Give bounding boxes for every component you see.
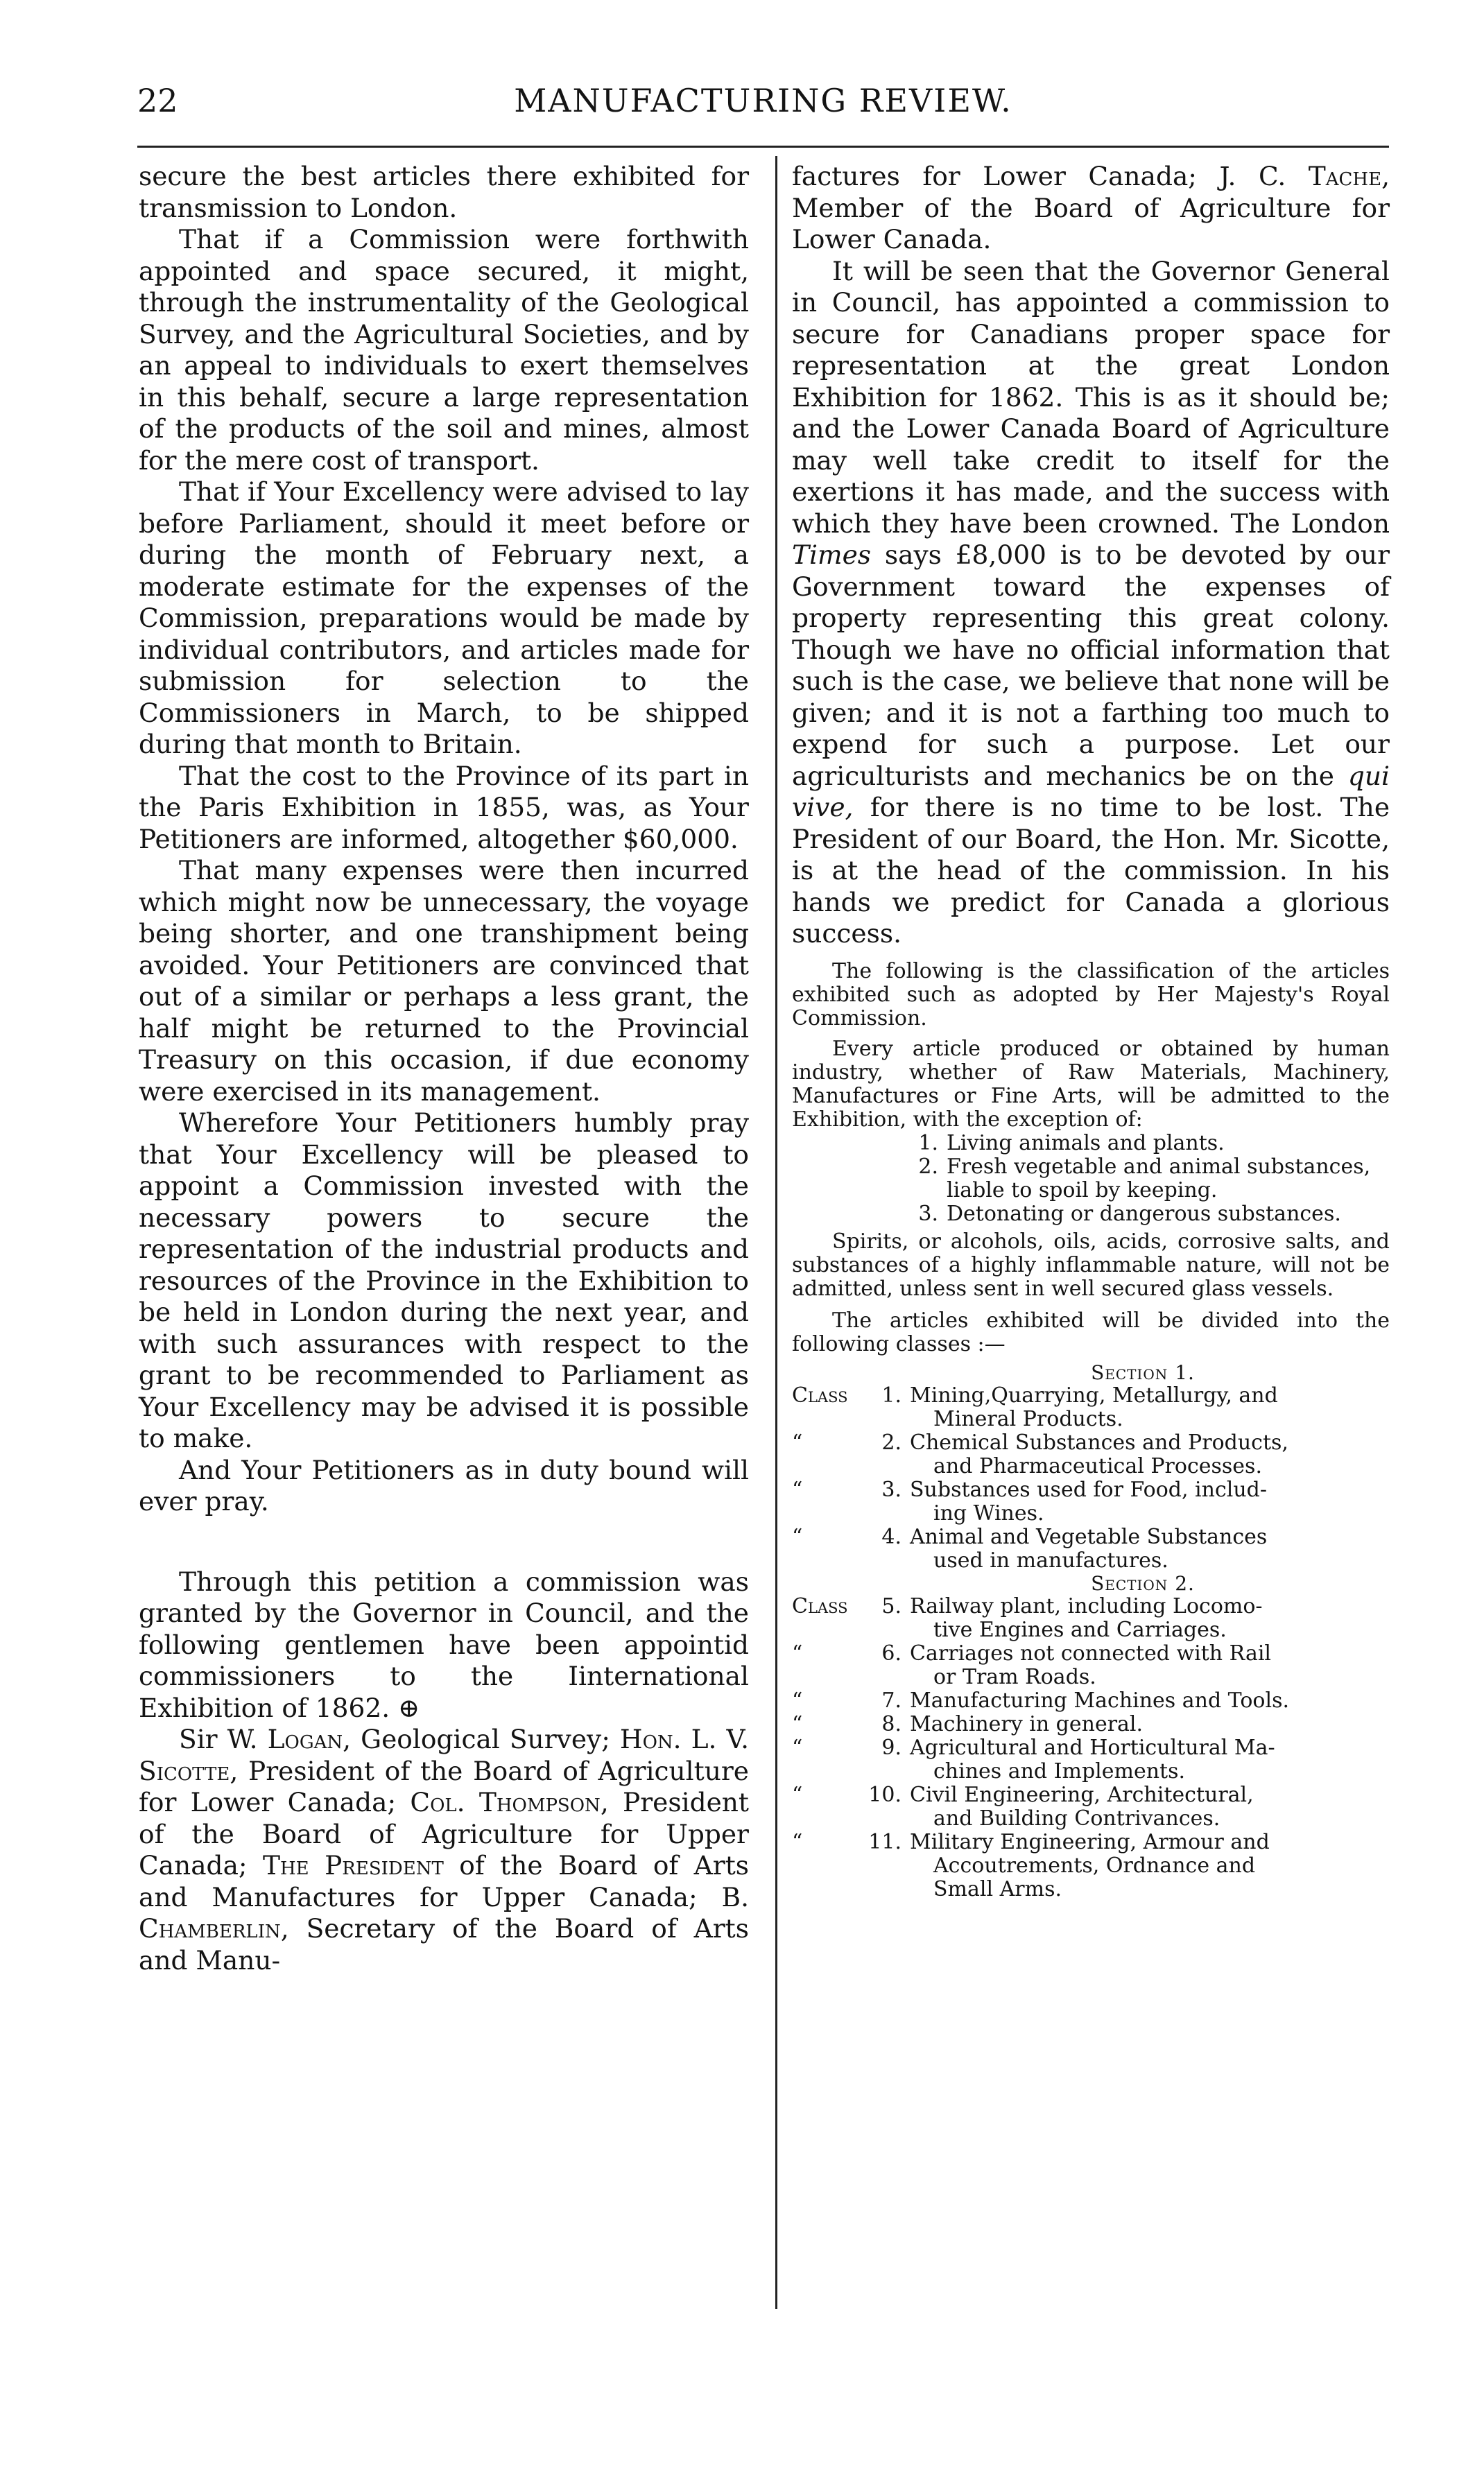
class-row [792,1783,1390,1831]
section-heading: Section 1. [1091,1361,1195,1384]
name-sicotte: Hon. L. V. Sicotte [139,1724,749,1786]
class-label: “ [792,1735,803,1760]
text-run: Sir W. [179,1724,268,1754]
text-run: , Secretary of the Board of Arts and Manu- [139,1913,749,1976]
page-header [137,82,1389,137]
class-text: Railway plant, including Locomo- [910,1593,1263,1618]
class-label: “ [792,1641,803,1666]
class-label: “ [792,1829,803,1854]
class-text: Agricultural and Horticultural Ma- [910,1735,1275,1760]
paragraph: And Your Petitioners as in duty bound will ever pray. [139,1454,749,1517]
page-number: 22 [137,82,178,119]
item-number: 2. [918,1154,938,1179]
text-run: says £8,000 is to be devoted by our Government toward the expenses of property representing this great colony. Though we have no official information that such is the case, we believe that none will be given; and it is not a farthing too much to expend for such a purpose. Let our agriculturists and mechanics be on the [792,539,1390,791]
item-text: Fresh vegetable and animal substances, liable to spoil by keeping. [947,1154,1371,1202]
list-item [899,1132,1390,1155]
commission-text: Through this petition a commission was granted by the Governor in Council, and the following gentlemen have been appointid commissioners to the Iinternational Exhibition of 1862. [139,1566,749,1723]
class-row [792,1526,1390,1573]
class-number: 8. [881,1711,901,1736]
classes-intro: The articles exhibited will be divided into the following classes :— [792,1308,1390,1356]
paragraph: That if Your Excellency were advised to lay before Parliament, should it meet before or during the month of February next, a moderate estimate for the expenses of the Commission, preparations would be made by individual contributors, and articles made for submission for selection to the Commissioners in March, to be shipped during that month to Britain. [139,476,749,759]
paragraph: That many expenses were then incurred which might now be unnecessary, the voyage being shorter, and one transhipment being avoided. Your Petitioners are convinced that out of a similar or perhaps a less grant, the half might be returned to the Provincial Treasury on this occasion, if due economy were exercised in its management. [139,855,749,1107]
class-label: “ [792,1711,803,1736]
printer-mark: ⊕ [398,1692,420,1723]
class-number: 10. [868,1782,901,1807]
class-number: 7. [881,1688,901,1713]
class-text: Manufacturing Machines and Tools. [910,1688,1290,1713]
text-run: , President of the Board of Agriculture for Lower Canada; [139,1755,749,1817]
paragraph-gap [139,1518,749,1566]
class-text-cont: Accoutrements, Ordnance and [933,1853,1256,1878]
paragraph: That the cost to the Province of its part in the Paris Exhibition in 1855, was, as Your Petitioners are informed, altogether $60,000. [139,760,749,854]
text-run: It will be seen that the Governor General in Council, has appointed a commission to secure for Canadians proper space for representation at the great London Exhibition for 1862. This is as it should be; and the Lower Canada Board of Agriculture may well take credit to itself for the exertions it has made, and the success with which they have been crowned. The London [792,255,1390,539]
classification-intro: The following is the classification of the articles exhibited such as adopted by Her Majesty's Royal Commission. [792,958,1390,1030]
class-number: 1. [881,1383,901,1408]
section-heading: Section 2. [1091,1571,1195,1595]
class-text: Animal and Vegetable Substances [910,1524,1268,1549]
class-number: 3. [881,1477,901,1502]
text-run: of the Board of Arts and Manufactures for Upper Canada; [139,1850,750,1912]
text-run: , President of the Board of Agriculture for Upper Canada; [139,1787,749,1881]
header-rule [137,146,1389,148]
paragraph [792,256,1390,950]
name-president: The President [262,1850,444,1881]
class-label: “ [792,1524,803,1549]
prohibited-paragraph: Spirits, or alcohols, oils, acids, corrosive salts, and substances of a highly inflammable nature, will not be admitted, unless sent in well secured glass vessels. [792,1229,1390,1301]
class-label: Class [792,1593,848,1618]
class-number: 6. [881,1641,901,1666]
list-item [899,1155,1390,1202]
class-label: Class [792,1383,848,1408]
class-row [792,1595,1390,1642]
item-text: Detonating or dangerous substances. [947,1201,1341,1226]
class-text-cont: ing Wines. [933,1501,1044,1526]
paragraph: secure the best articles there exhibited for transmission to London. [139,161,749,223]
class-row [792,1736,1390,1783]
classes-section-2 [792,1595,1390,1901]
left-column [139,161,749,1976]
class-text: Carriages not connected with Rail [910,1641,1272,1666]
class-number: 4. [881,1524,901,1549]
class-row [792,1431,1390,1478]
class-number: 9. [881,1735,901,1760]
class-text: Civil Engineering, Architectural, [910,1782,1254,1807]
class-row [792,1642,1390,1689]
paragraph: That if a Commission were forthwith appointed and space secured, it might, through the instrumentality of the Geological Survey, and the Agricultural Societies, and by an appeal to individuals to exert themselves in this behalf, secure a large representation of the products of the soil and mines, almost for the mere cost of transport. [139,224,749,476]
class-text-cont: and Pharmaceutical Processes. [933,1453,1262,1478]
name-logan: Logan [267,1724,343,1754]
class-text: Military Engineering, Armour and [910,1829,1270,1854]
running-title: MANUFACTURING REVIEW. [514,82,1012,119]
paragraph: Wherefore Your Petitioners humbly pray that Your Excellency will be pleased to appoint a Commission invested with the necessary powers to secure the representation of the industrial products and resources of the Province in the Exhibition to be held in London during the next year, and with such assurances with respect to the grant to be recommended to Parliament as Your Excellency may be advised it is possible to make. [139,1107,749,1453]
exceptions-list [792,1132,1390,1226]
item-number: 1. [918,1130,938,1155]
class-text: Chemical Substances and Products, [910,1430,1288,1455]
class-label: “ [792,1477,803,1502]
qui-vive: qui vive, [792,760,1390,822]
name-chamberlin: B. Chamberlin [139,1881,749,1944]
name-tache: J. C. Tache [1219,161,1382,191]
class-row [792,1713,1390,1736]
class-number: 11. [868,1829,901,1854]
class-text: Mining,Quarrying, Metallurgy, and [910,1383,1278,1408]
class-row [792,1478,1390,1526]
text-run: , Member of the Board of Agriculture for Lower Canada. [792,161,1390,254]
class-text: Machinery in general. [910,1711,1144,1736]
times-title: Times [792,539,872,570]
class-row [792,1831,1390,1901]
class-text-cont: or Tram Roads. [933,1664,1096,1689]
item-number: 3. [918,1201,938,1226]
commissioners-paragraph [139,1724,749,1976]
paragraph [139,1566,749,1725]
class-label: “ [792,1430,803,1455]
name-thompson: Col. Thompson [410,1787,601,1817]
class-text-cont: tive Engines and Carriages. [933,1617,1227,1642]
class-label: “ [792,1782,803,1807]
right-column [792,161,1390,1901]
text-run: factures for Lower Canada; [792,161,1220,191]
class-row [792,1689,1390,1713]
item-text: Living animals and plants. [947,1130,1225,1155]
class-text-cont: Small Arms. [933,1876,1062,1901]
class-text-cont: chines and Implements. [933,1759,1186,1783]
class-row [792,1384,1390,1431]
class-text-cont: Mineral Products. [933,1406,1123,1431]
classes-section-1 [792,1384,1390,1573]
class-number: 2. [881,1430,901,1455]
list-item [899,1202,1390,1226]
column-divider [775,156,777,2309]
class-label: “ [792,1688,803,1713]
admission-paragraph: Every article produced or obtained by human industry, whether of Raw Materials, Machinery, Manufactures or Fine Arts, will be admitted to the Exhibition, with the exception of: [792,1036,1390,1132]
text-run: for there is no time to be lost. The President of our Board, the Hon. Mr. Sicotte, is at the head of the commission. In his hands we predict for Canada a glorious success. [792,792,1390,949]
class-text: Substances used for Food, includ- [910,1477,1268,1502]
text-run: , Geological Survey; [343,1724,620,1754]
class-number: 5. [881,1593,901,1618]
paragraph [792,161,1390,256]
class-text-cont: and Building Contrivances. [933,1806,1220,1831]
class-text-cont: used in manufactures. [933,1548,1168,1573]
